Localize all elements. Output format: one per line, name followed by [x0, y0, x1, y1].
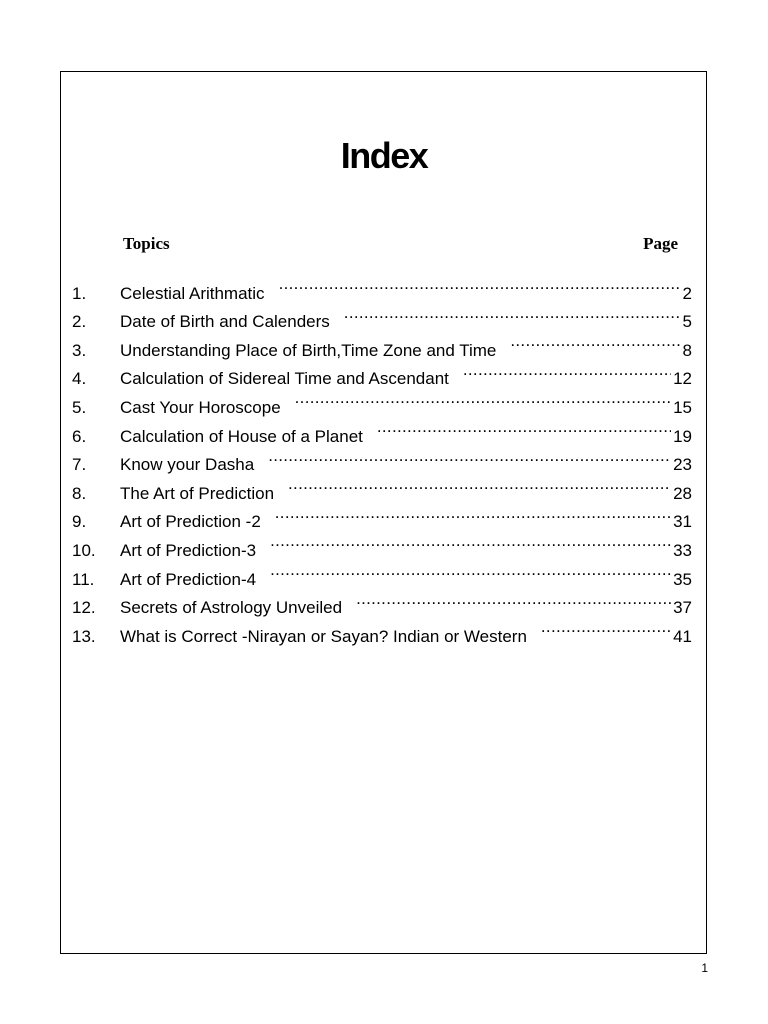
entry-title: What is Correct -Nirayan or Sayan? Indian or Western — [120, 626, 527, 646]
dot-leader — [510, 327, 680, 356]
entry-page-number: 12 — [673, 369, 692, 389]
entry-number: 9. — [72, 512, 87, 532]
entry-page-number: 33 — [673, 540, 692, 560]
entry-page-number: 37 — [673, 598, 692, 618]
entry-title: Art of Prediction -2 — [120, 512, 261, 532]
entry-number: 10. — [72, 540, 96, 560]
table-of-contents — [72, 270, 692, 646]
entry-number: 4. — [72, 369, 87, 389]
topics-column-header: Topics — [123, 234, 170, 253]
entry-title: Secrets of Astrology Unveiled — [120, 598, 343, 618]
entry-page-number: 15 — [673, 397, 692, 417]
entry-title: Calculation of House of a Planet — [120, 426, 363, 446]
page-title: Index — [340, 135, 428, 177]
entry-title: Art of Prediction-4 — [120, 569, 257, 589]
entry-number: 5. — [72, 397, 87, 417]
entry-title: Cast Your Horoscope — [120, 397, 281, 417]
entry-page-number: 28 — [673, 483, 692, 503]
entry-number: 11. — [72, 569, 95, 589]
entry-page-number: 35 — [673, 569, 692, 589]
entry-page-number: 31 — [673, 512, 692, 532]
entry-page-number: 41 — [673, 626, 692, 646]
entry-title: Calculation of Sidereal Time and Ascendant — [120, 369, 449, 389]
entry-page-number: 23 — [673, 455, 692, 475]
entry-number: 1. — [72, 283, 87, 303]
dot-leader — [356, 585, 671, 614]
dot-leader — [463, 356, 671, 385]
entry-title: Know your Dasha — [120, 455, 255, 475]
entry-number: 13. — [72, 626, 96, 646]
dot-leader — [541, 613, 671, 642]
entry-number: 7. — [72, 455, 87, 475]
entry-page-number: 2 — [682, 283, 692, 303]
toc-entry[interactable] — [72, 270, 692, 303]
entry-number: 12. — [72, 598, 96, 618]
entry-title: Understanding Place of Birth,Time Zone and Time — [120, 340, 497, 360]
entry-title: Art of Prediction-3 — [120, 540, 257, 560]
dot-leader — [279, 270, 681, 299]
entry-number: 6. — [72, 426, 87, 446]
dot-leader — [268, 442, 671, 471]
entry-title: Date of Birth and Calenders — [120, 312, 330, 332]
entry-page-number: 8 — [682, 340, 692, 360]
dot-leader — [288, 470, 671, 499]
entry-number: 8. — [72, 483, 87, 503]
dot-leader — [344, 299, 681, 328]
page-column-header: Page — [643, 234, 678, 253]
dot-leader — [270, 556, 671, 585]
dot-leader — [295, 384, 671, 413]
dot-leader — [377, 413, 671, 442]
footer-page-number: 1 — [701, 961, 708, 975]
entry-title: The Art of Prediction — [120, 483, 275, 503]
entry-page-number: 19 — [673, 426, 692, 446]
entry-page-number: 5 — [682, 312, 692, 332]
entry-title: Celestial Arithmatic — [120, 283, 265, 303]
dot-leader — [275, 499, 671, 528]
dot-leader — [270, 527, 671, 556]
entry-number: 3. — [72, 340, 87, 360]
entry-number: 2. — [72, 312, 87, 332]
